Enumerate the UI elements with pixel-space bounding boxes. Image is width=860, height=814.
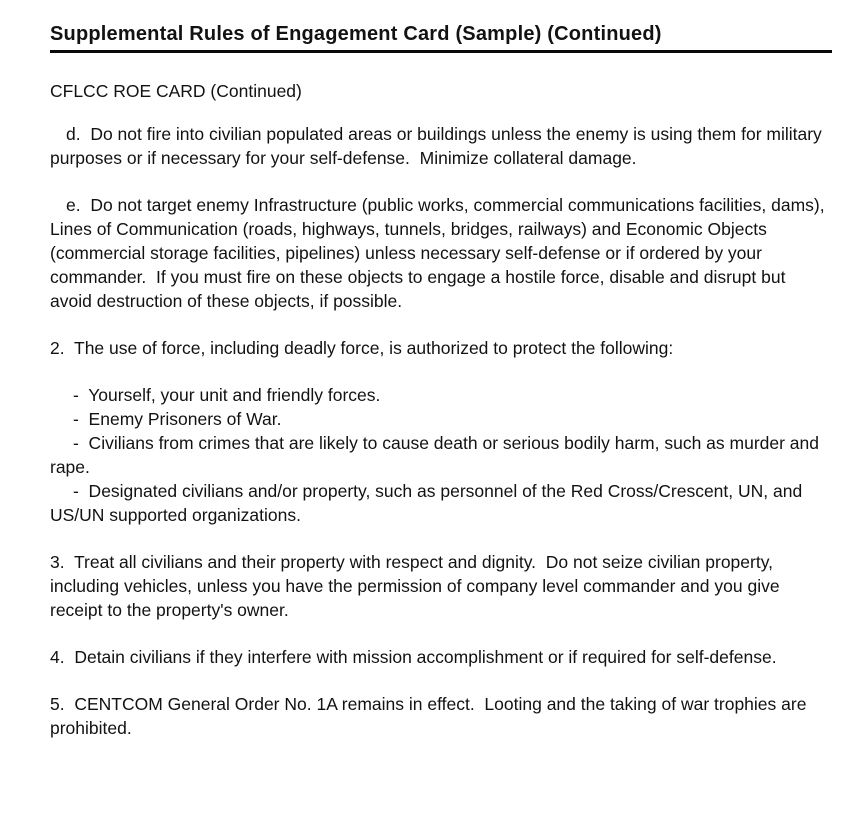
paragraph-2: 2. The use of force, including deadly force, is authorized to protect the following: <box>50 338 674 358</box>
paragraph-4: 4. Detain civilians if they interfere with mission accomplishment or if required for self-defense. <box>50 647 777 667</box>
paragraph-d: d. Do not fire into civilian populated areas or buildings unless the enemy is using them for military purposes or if necessary for your self-defense. Minimize collateral damage. <box>50 124 827 168</box>
list-item-epw: - Enemy Prisoners of War. <box>73 409 282 429</box>
page-title: Supplemental Rules of Engagement Card (Sample) (Continued) <box>50 23 662 45</box>
paragraph-e: e. Do not target enemy Infrastructure (public works, commercial communications facilities, dams), Lines of Communication (roads, highways, tunnels, bridges, railways) and Economic Objects (commercial storage facilities, pipelines) unless necessary self-defense or if ordered by your commander. If you must fire on these objects to engage a hostile force, disable and disrupt but avoid destruction of these objects, if possible. <box>50 195 830 311</box>
list-item-yourself: - Yourself, your unit and friendly forces. <box>73 385 381 405</box>
card-subtitle: CFLCC ROE CARD (Continued) <box>50 81 302 101</box>
paragraph-5: 5. CENTCOM General Order No. 1A remains in effect. Looting and the taking of war trophies are prohibited. <box>50 694 812 738</box>
list-item-designated-civilians: - Designated civilians and/or property, such as personnel of the Red Cross/Crescent, UN, and US/UN supported organizations. <box>50 481 808 525</box>
protected-persons-list <box>50 383 832 527</box>
list-item-civilians: - Civilians from crimes that are likely to cause death or serious bodily harm, such as murder and rape. <box>50 433 824 477</box>
title-underline <box>50 50 832 53</box>
paragraph-3: 3. Treat all civilians and their property with respect and dignity. Do not seize civilian property, including vehicles, unless you have the permission of company level commander and you give receipt to the property's owner. <box>50 552 785 620</box>
